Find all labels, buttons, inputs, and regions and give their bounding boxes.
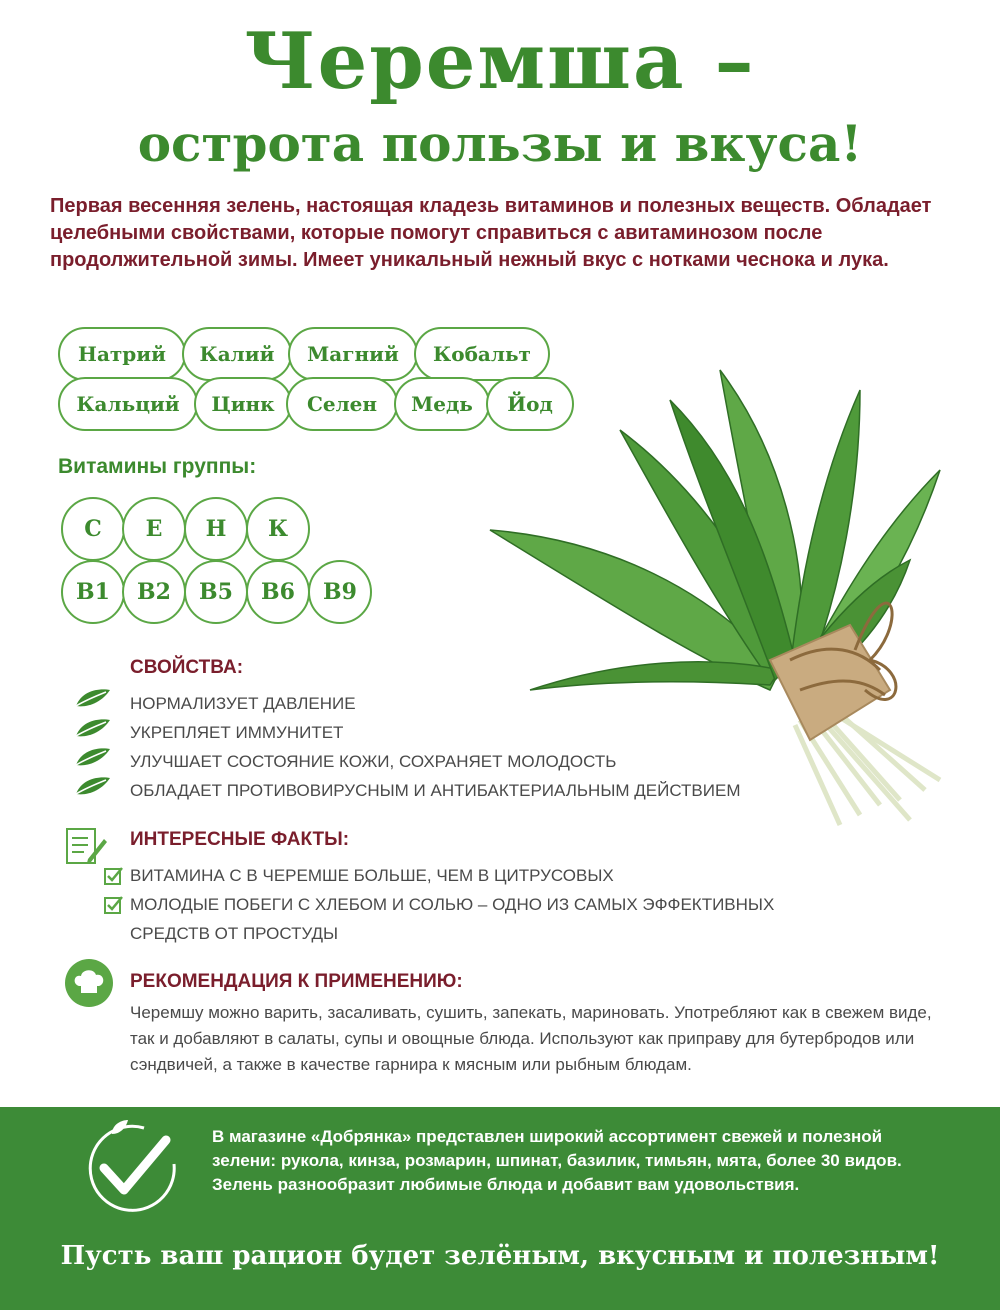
vitamin-circle: В2 [122, 560, 186, 624]
mineral-chip: Кобальт [414, 327, 550, 381]
fact-item: МОЛОДЫЕ ПОБЕГИ С ХЛЕБОМ И СОЛЬЮ – ОДНО ИЗ САМЫХ ЭФФЕКТИВНЫХ [130, 895, 775, 914]
checkmark-leaf-icon [82, 1118, 182, 1218]
mineral-chip: Медь [394, 377, 490, 431]
leaf-icon [72, 774, 112, 798]
banner-text: В магазине «Добрянка» представлен широкий ассортимент свежей и полезной зелени: рукола, кинза, розмарин, шпинат, базилик, тимьян, мята, более 30 видов. Зелень разнообразит любимые блюда и добавит вам удовольствия. [212, 1127, 902, 1194]
vitamin-circle: С [61, 497, 125, 561]
facts-title: ИНТЕРЕСНЫЕ ФАКТЫ: [130, 829, 350, 850]
mineral-chip: Калий [182, 327, 292, 381]
page-title: Черемша – [244, 16, 756, 107]
usage-text: Черемшу можно варить, засаливать, сушить, запекать, мариновать. Употребляют как в свежем виде, так и добавляют в салаты, супы и овощные блюда. Используют как приправу для бутербродов или сэндвичей, а также в качестве гарнира к мясным или рыбным блюдам. [130, 1003, 932, 1074]
vitamin-circle: В9 [308, 560, 372, 624]
mineral-chip: Кальций [58, 377, 198, 431]
fact-item: СРЕДСТВ ОТ ПРОСТУДЫ [130, 924, 339, 943]
vitamin-circle: В1 [61, 560, 125, 624]
notepad-pencil-icon [64, 825, 108, 867]
properties-title: СВОЙСТВА: [130, 657, 244, 678]
vitamin-circle: В5 [184, 560, 248, 624]
chef-hat-icon [64, 958, 114, 1008]
mineral-chip: Йод [486, 377, 574, 431]
vitamin-circle: Н [184, 497, 248, 561]
mineral-chip: Натрий [58, 327, 186, 381]
intro-text: Первая весенняя зелень, настоящая кладезь витаминов и полезных веществ. Обладает целебными свойствами, которые помогут справиться с авитаминозом после продолжительной зимы. Имеет уникальный нежный вкус с нотками чеснока и лука. [50, 195, 932, 271]
vitamin-circle: В6 [246, 560, 310, 624]
mineral-chip: Селен [286, 377, 398, 431]
fact-item: ВИТАМИНА С В ЧЕРЕМШЕ БОЛЬШЕ, ЧЕМ В ЦИТРУСОВЫХ [130, 866, 614, 885]
vitamin-circle: Е [122, 497, 186, 561]
property-item: ОБЛАДАЕТ ПРОТИВОВИРУСНЫМ И АНТИБАКТЕРИАЛЬНЫМ ДЕЙСТВИЕМ [130, 781, 741, 800]
page-subtitle: острота пользы и вкуса! [137, 114, 863, 173]
mineral-chip: Цинк [194, 377, 292, 431]
vitamins-title: Витамины группы: [58, 455, 257, 478]
property-item: НОРМАЛИЗУЕТ ДАВЛЕНИЕ [130, 694, 356, 713]
property-item: УКРЕПЛЯЕТ ИММУНИТЕТ [130, 723, 344, 742]
checkbox-icon [104, 866, 124, 886]
leaf-icon [72, 716, 112, 740]
slogan: Пусть ваш рацион будет зелёным, вкусным и полезным! [60, 1241, 940, 1271]
usage-title: РЕКОМЕНДАЦИЯ К ПРИМЕНЕНИЮ: [130, 971, 463, 992]
mineral-chip: Магний [288, 327, 418, 381]
vitamin-circle: К [246, 497, 310, 561]
leaf-icon [72, 686, 112, 710]
property-item: УЛУЧШАЕТ СОСТОЯНИЕ КОЖИ, СОХРАНЯЕТ МОЛОДОСТЬ [130, 752, 617, 771]
checkbox-icon [104, 895, 124, 915]
leaf-icon [72, 745, 112, 769]
